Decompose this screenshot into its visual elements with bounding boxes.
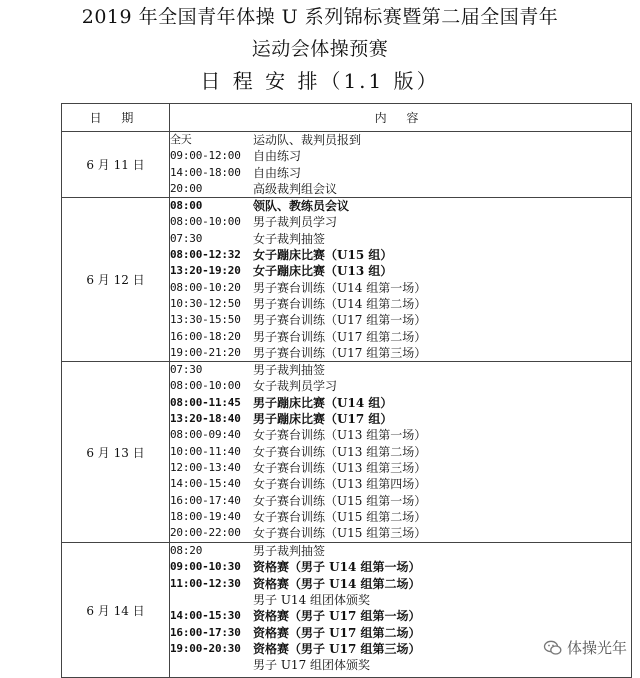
schedule-item-event: 女子赛台训练（U15 组第二场）	[253, 509, 427, 524]
schedule-item-time: 16:00-17:30	[170, 625, 241, 639]
schedule-item	[170, 165, 631, 181]
schedule-item-time: 13:20-18:40	[170, 412, 241, 426]
schedule-item-time: 14:00-15:30	[170, 609, 241, 623]
schedule-item	[170, 525, 631, 541]
schedule-item-event: 男子赛台训练（U17 组第二场）	[253, 329, 427, 344]
schedule-item-time: 11:00-12:30	[170, 576, 241, 590]
schedule-item-event: 男子蹦床比赛（U17 组）	[253, 412, 393, 427]
schedule-item-time: 08:00-10:00	[170, 215, 241, 229]
schedule-item-time: 08:00	[170, 199, 203, 213]
schedule-item-event: 资格赛（男子 U17 组第三场）	[253, 641, 421, 656]
schedule-item-time: 全天	[170, 133, 192, 146]
schedule-item-time: 14:00-18:00	[170, 165, 241, 179]
schedule-item	[170, 460, 631, 476]
schedule-item-event: 高级裁判组会议	[253, 181, 338, 196]
schedule-item-event: 男子赛台训练（U17 组第三场）	[253, 345, 427, 360]
day-date: 6 月 13 日	[62, 362, 170, 543]
schedule-item	[170, 559, 631, 575]
schedule-item-time: 16:00-17:40	[170, 493, 241, 507]
day-row	[62, 132, 632, 198]
schedule-item-event: 男子 U17 组团体颁奖	[253, 658, 371, 673]
schedule-item-event: 女子赛台训练（U13 组第二场）	[253, 444, 427, 459]
schedule-item	[170, 476, 631, 492]
day-row	[62, 362, 632, 543]
document-title-line1: 2019 年全国青年体操 U 系列锦标赛暨第二届全国青年	[81, 6, 559, 28]
content-column-header: 内 容	[170, 104, 632, 132]
schedule-item-time: 20:00	[170, 181, 203, 195]
schedule-item-time: 14:00-15:40	[170, 477, 241, 491]
schedule-item-event: 女子赛台训练（U15 组第三场）	[253, 526, 427, 541]
schedule-item-time: 13:20-19:20	[170, 264, 241, 278]
schedule-item	[170, 657, 631, 673]
schedule-item-time: 08:00-10:20	[170, 280, 241, 294]
schedule-item	[170, 231, 631, 247]
schedule-item-time: 20:00-22:00	[170, 526, 241, 540]
schedule-item	[170, 214, 631, 230]
schedule-item	[170, 378, 631, 394]
schedule-item-time: 08:00-10:00	[170, 379, 241, 393]
schedule-item-time: 07:30	[170, 231, 203, 245]
schedule-item	[170, 362, 631, 378]
schedule-item	[170, 493, 631, 509]
day-row	[62, 198, 632, 362]
schedule-item-event: 领队、教练员会议	[253, 199, 350, 214]
schedule-item	[170, 280, 631, 296]
schedule-item-event: 男子蹦床比赛（U14 组）	[253, 395, 393, 410]
schedule-item-event: 女子裁判抽签	[253, 231, 326, 246]
day-date: 6 月 11 日	[62, 132, 170, 198]
schedule-item-event: 自由练习	[253, 165, 302, 180]
schedule-item-time	[170, 592, 253, 608]
wechat-icon	[543, 638, 563, 658]
schedule-item-time: 10:30-12:50	[170, 296, 241, 310]
table-header-row	[62, 104, 632, 132]
schedule-item	[170, 427, 631, 443]
schedule-item-time: 12:00-13:40	[170, 460, 241, 474]
schedule-item-event: 女子赛台训练（U13 组第三场）	[253, 460, 427, 475]
schedule-item-event: 男子赛台训练（U14 组第一场）	[253, 280, 427, 295]
day-content	[170, 132, 632, 198]
schedule-item-time: 09:00-12:00	[170, 149, 241, 163]
schedule-table	[61, 103, 632, 678]
schedule-item	[170, 345, 631, 361]
schedule-item	[170, 576, 631, 592]
schedule-item-event: 男子 U14 组团体颁奖	[253, 593, 371, 608]
schedule-subtitle: 日 程 安 排（1.1 版）	[200, 69, 440, 93]
schedule-item-event: 女子赛台训练（U15 组第一场）	[253, 493, 427, 508]
schedule-item-time: 08:00-09:40	[170, 428, 241, 442]
schedule-item-event: 资格赛（男子 U17 组第一场）	[253, 609, 421, 624]
date-column-header: 日 期	[62, 104, 170, 132]
schedule-item-event: 资格赛（男子 U17 组第二场）	[253, 625, 421, 640]
schedule-item	[170, 411, 631, 427]
schedule-item-event: 男子赛台训练（U14 组第二场）	[253, 296, 427, 311]
schedule-item	[170, 312, 631, 328]
schedule-item-time: 19:00-21:20	[170, 345, 241, 359]
schedule-item	[170, 329, 631, 345]
day-date: 6 月 12 日	[62, 198, 170, 362]
schedule-item-event: 男子裁判抽签	[253, 363, 326, 378]
schedule-item-time: 08:00-12:32	[170, 248, 241, 262]
schedule-item	[170, 296, 631, 312]
schedule-item-event: 自由练习	[253, 149, 302, 164]
schedule-item-event: 运动队、裁判员报到	[253, 133, 362, 147]
day-content	[170, 362, 632, 543]
schedule-item-event: 资格赛（男子 U14 组第二场）	[253, 576, 421, 591]
watermark-text: 体操光年	[566, 639, 627, 657]
schedule-item-time: 19:00-20:30	[170, 641, 241, 655]
schedule-item-event: 男子裁判抽签	[253, 544, 326, 559]
schedule-item-event: 男子裁判员学习	[253, 215, 338, 230]
schedule-item-time: 16:00-18:20	[170, 329, 241, 343]
schedule-item	[170, 592, 631, 608]
schedule-item-event: 男子赛台训练（U17 组第一场）	[253, 313, 427, 328]
schedule-item-time: 10:00-11:40	[170, 444, 241, 458]
schedule-item	[170, 132, 631, 148]
schedule-item-event: 女子蹦床比赛（U15 组）	[253, 248, 393, 263]
schedule-item	[170, 148, 631, 164]
schedule-item-event: 女子赛台训练（U13 组第四场）	[253, 477, 427, 492]
schedule-item	[170, 181, 631, 197]
schedule-item	[170, 198, 631, 214]
watermark	[540, 636, 630, 659]
day-date: 6 月 14 日	[62, 543, 170, 678]
schedule-item	[170, 509, 631, 525]
document-title-line2: 运动会体操预赛	[251, 38, 389, 60]
schedule-item	[170, 395, 631, 411]
schedule-item-time	[170, 657, 253, 673]
schedule-item-event: 资格赛（男子 U14 组第一场）	[253, 560, 421, 575]
schedule-item-time: 18:00-19:40	[170, 509, 241, 523]
schedule-item-time: 09:00-10:30	[170, 560, 241, 574]
schedule-item	[170, 263, 631, 279]
schedule-item	[170, 608, 631, 624]
schedule-item-event: 女子蹦床比赛（U13 组）	[253, 264, 393, 279]
schedule-item	[170, 247, 631, 263]
schedule-item	[170, 444, 631, 460]
schedule-item-event: 女子赛台训练（U13 组第一场）	[253, 428, 427, 443]
day-content	[170, 198, 632, 362]
schedule-item-time: 13:30-15:50	[170, 313, 241, 327]
schedule-item-time: 08:20	[170, 544, 203, 558]
schedule-item	[170, 543, 631, 559]
schedule-item-time: 08:00-11:45	[170, 395, 241, 409]
schedule-item-time: 07:30	[170, 363, 203, 377]
schedule-item-event: 女子裁判员学习	[253, 379, 338, 394]
